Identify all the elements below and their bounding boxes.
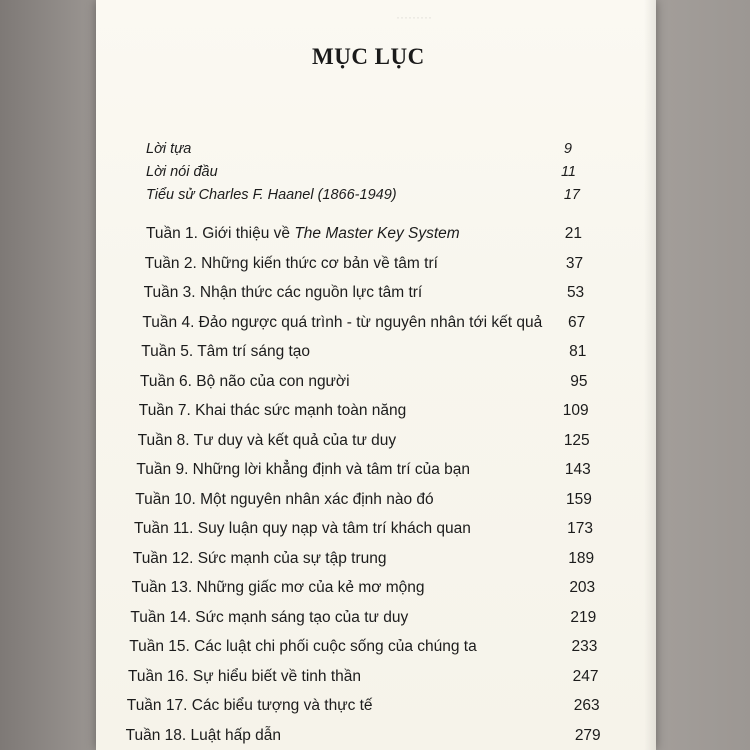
toc-entry-label: Tuần 18. Luật hấp dẫn — [125, 726, 282, 744]
toc-entry-label: Tuần 11. Suy luận quy nạp và tâm trí khách quan — [134, 520, 471, 537]
toc-entry-page: 159 — [566, 490, 592, 508]
toc-entry-label: Tuần 15. Các luật chi phối cuộc sống của chúng ta — [129, 638, 477, 655]
toc-entry-page: 81 — [569, 343, 587, 360]
toc-entry-label: Tuần 9. Những lời khẳng định và tâm trí của bạn — [136, 461, 470, 478]
toc-entry-label: Tuần 5. Tâm trí sáng tạo — [141, 343, 311, 360]
toc-entry-label: Tiểu sử Charles F. Haanel (1866-1949) — [146, 187, 397, 203]
toc-entry-label: Tuần 2. Những kiến thức cơ bản về tâm trí — [144, 254, 438, 272]
toc-entry-page: 21 — [564, 225, 582, 242]
toc-entry-label: Tuần 7. Khai thác sức mạnh toàn năng — [138, 402, 407, 419]
toc-entry-page: 173 — [567, 520, 593, 537]
toc-entry-page: 67 — [568, 313, 586, 331]
page-shadow — [644, 0, 656, 750]
toc-entry-label: Lời tựa — [146, 141, 192, 157]
toc-entry-label: Tuần 12. Sức mạnh của sự tập trung — [132, 549, 387, 567]
toc-entry-label: Tuần 6. Bộ não của con người — [140, 372, 350, 390]
toc-entry-label: Tuần 10. Một nguyên nhân xác định nào đó — [135, 490, 434, 508]
page-title: MỤC LỤC — [312, 44, 425, 69]
toc-entry-page: 37 — [565, 254, 584, 272]
toc-entry-page: 143 — [564, 461, 591, 478]
toc-entry-page: 279 — [574, 726, 601, 744]
toc-entry-page: 247 — [572, 667, 599, 685]
toc-entry-label: Tuần 17. Các biểu tượng và thực tế — [126, 697, 373, 714]
toc-entry-page: 263 — [573, 697, 600, 714]
toc-entry-label: Tuần 3. Nhận thức các nguồn lực tâm trí — [143, 284, 423, 301]
toc-entry-page: 11 — [560, 164, 576, 180]
toc-entry-italic-title: The Master Key System — [294, 225, 460, 242]
toc-entry-label: Tuần 8. Tư duy và kết quả của tư duy — [137, 431, 397, 449]
toc-entry-label: Tuần 16. Sự hiểu biết về tinh thần — [128, 667, 361, 685]
toc-entry-page: 17 — [563, 187, 580, 203]
toc-entry-label: Tuần 14. Sức mạnh sáng tạo của tư duy — [130, 608, 409, 626]
book-page — [96, 0, 656, 750]
toc-entry-page: 219 — [570, 608, 597, 626]
toc-entry-label: Tuần 13. Những giấc mơ của kẻ mơ mộng — [131, 579, 425, 596]
toc-entry-page: 233 — [571, 638, 598, 655]
toc-entry-page: 189 — [568, 549, 595, 567]
toc-entry-label: Lời nói đầu — [146, 164, 218, 180]
toc-entry-page: 9 — [563, 141, 572, 157]
toc-entry-page: 203 — [569, 579, 596, 596]
toc-entry-page: 109 — [562, 402, 589, 419]
toc-entry-page: 53 — [566, 284, 585, 301]
bleed-through-text: ········· — [396, 10, 432, 24]
toc-entry-label: Tuần 1. Giới thiệu về The Master Key System — [146, 225, 460, 242]
toc-entry-page: 95 — [570, 372, 588, 390]
toc-entry-label: Tuần 4. Đảo ngược quá trình - từ nguyên nhân tới kết quả — [142, 313, 543, 331]
toc-entry-page: 125 — [563, 431, 590, 449]
